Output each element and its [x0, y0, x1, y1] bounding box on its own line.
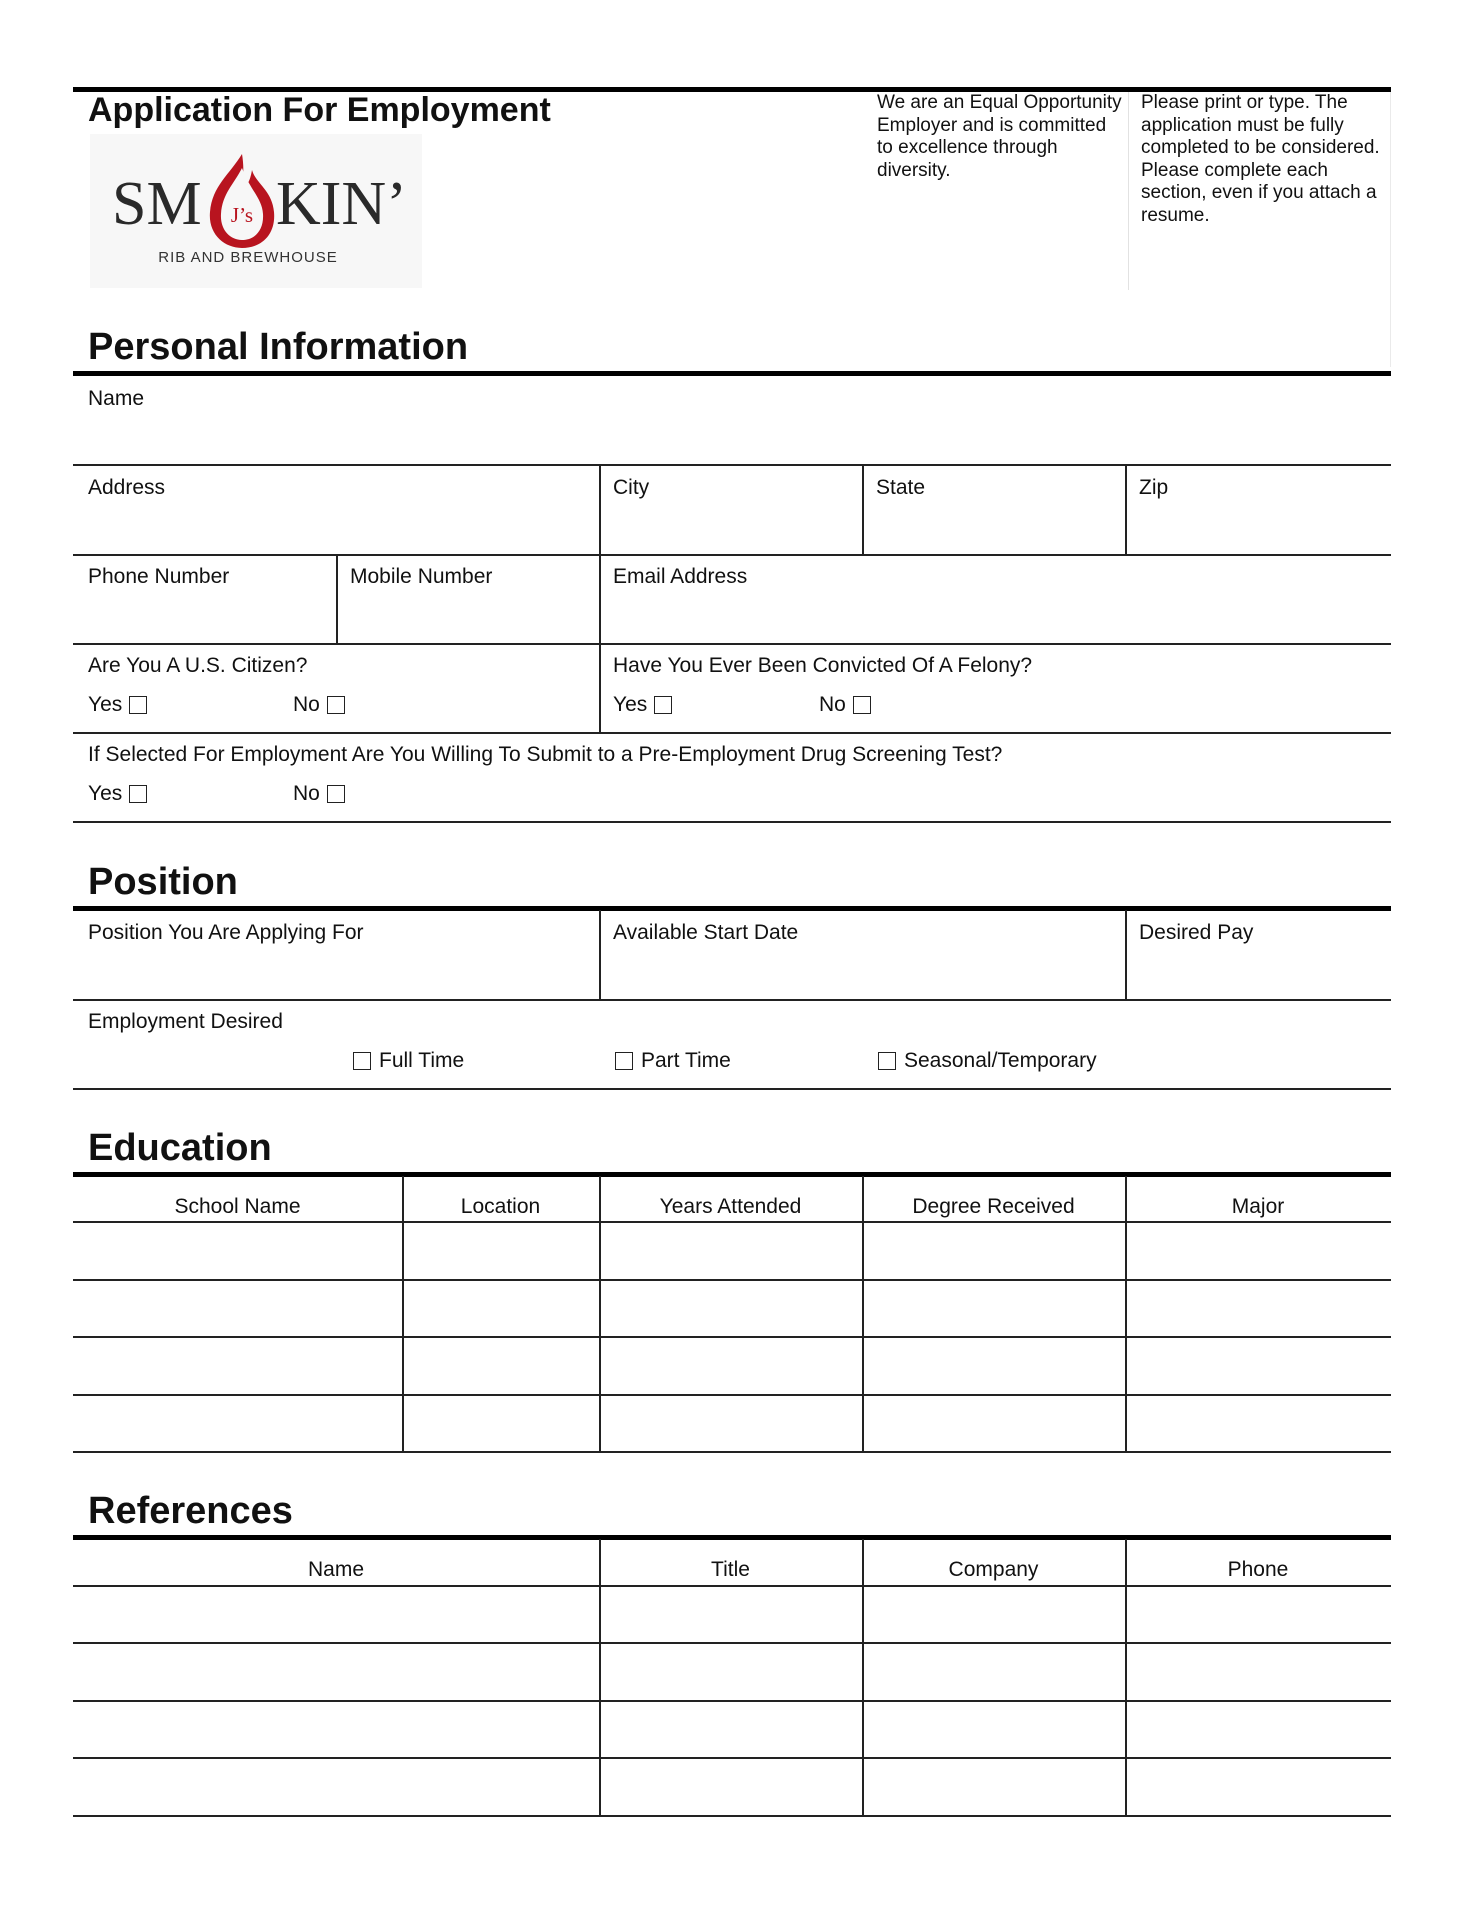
reference-row[interactable]: [73, 1700, 1391, 1702]
divider: [73, 732, 1391, 734]
citizen-yes-option[interactable]: Yes: [88, 693, 147, 717]
state-field[interactable]: State: [876, 476, 926, 499]
start-date-field[interactable]: Available Start Date: [613, 921, 799, 944]
felony-yes-option[interactable]: Yes: [613, 693, 672, 717]
divider: [599, 1176, 601, 1451]
divider: [1125, 910, 1127, 999]
employment-desired-label: Employment Desired: [88, 1010, 283, 1033]
citizen-yes-checkbox[interactable]: [129, 696, 147, 714]
city-field[interactable]: City: [613, 476, 650, 499]
felony-no-checkbox[interactable]: [853, 696, 871, 714]
divider: [599, 1539, 601, 1815]
personal-section-title: Personal Information: [88, 326, 469, 368]
position-applying-field[interactable]: Position You Are Applying For: [88, 921, 364, 944]
divider: [402, 1176, 404, 1451]
personal-rule: [73, 371, 1391, 376]
logo-tagline: RIB AND BREWHOUSE: [158, 249, 338, 266]
header-right-edge: [1390, 92, 1391, 367]
seasonal-option[interactable]: Seasonal/Temporary: [878, 1049, 1097, 1073]
divider: [73, 999, 1391, 1001]
instructions: Please print or type. The application must be fully completed to be considered. Please complete each section, even if you attach a resume.: [1141, 92, 1380, 226]
divider: [862, 1176, 864, 1451]
drug-test-question: If Selected For Employment Are You Willing To Submit to a Pre-Employment Drug Screening Test?: [88, 743, 1003, 766]
education-col-degree: Degree Received: [912, 1195, 1075, 1218]
phone-field[interactable]: Phone Number: [88, 565, 230, 588]
part-time-checkbox[interactable]: [615, 1052, 633, 1070]
references-col-phone: Phone: [1227, 1558, 1289, 1581]
references-header-line: [73, 1585, 1391, 1587]
education-col-location: Location: [460, 1195, 541, 1218]
page-title: Application For Employment: [88, 91, 551, 129]
drug-yes-option[interactable]: Yes: [88, 782, 147, 806]
mobile-field[interactable]: Mobile Number: [350, 565, 493, 588]
references-col-company: Company: [948, 1558, 1039, 1581]
education-header-line: [73, 1221, 1391, 1223]
divider: [599, 910, 601, 999]
education-row[interactable]: [73, 1336, 1391, 1338]
education-col-major: Major: [1231, 1195, 1285, 1218]
seasonal-checkbox[interactable]: [878, 1052, 896, 1070]
address-field[interactable]: Address: [88, 476, 166, 499]
divider: [599, 464, 601, 732]
divider: [862, 1539, 864, 1815]
drug-no-option[interactable]: No: [293, 782, 345, 806]
logo-brand-left: SM: [112, 170, 202, 238]
logo-flame-text: J’s: [230, 203, 254, 227]
desired-pay-field[interactable]: Desired Pay: [1139, 921, 1254, 944]
email-field[interactable]: Email Address: [613, 565, 748, 588]
divider: [862, 464, 864, 554]
references-col-title: Title: [711, 1558, 750, 1581]
drug-no-checkbox[interactable]: [327, 785, 345, 803]
references-col-name: Name: [307, 1558, 365, 1581]
divider: [73, 464, 1391, 466]
company-logo: [90, 134, 422, 288]
felony-no-option[interactable]: No: [819, 693, 871, 717]
divider: [73, 643, 1391, 645]
position-section-title: Position: [88, 861, 238, 903]
education-row[interactable]: [73, 1451, 1391, 1453]
divider: [336, 554, 338, 644]
divider: [1125, 464, 1127, 554]
flame-icon: [210, 154, 274, 248]
references-rule: [73, 1535, 1391, 1540]
eeo-statement: We are an Equal Opportunity Employer and is committed to excellence through diversity.: [877, 92, 1122, 181]
felony-question: Have You Ever Been Convicted Of A Felony?: [613, 654, 1033, 677]
full-time-option[interactable]: Full Time: [353, 1049, 464, 1073]
divider: [1125, 1539, 1127, 1815]
reference-row[interactable]: [73, 1642, 1391, 1644]
part-time-option[interactable]: Part Time: [615, 1049, 731, 1073]
reference-row[interactable]: [73, 1757, 1391, 1759]
education-row[interactable]: [73, 1394, 1391, 1396]
name-field[interactable]: Name: [88, 387, 145, 410]
education-rule: [73, 1172, 1391, 1177]
logo-brand-right: KIN’: [276, 170, 407, 238]
reference-row[interactable]: [73, 1815, 1391, 1817]
citizen-no-checkbox[interactable]: [327, 696, 345, 714]
education-row[interactable]: [73, 1279, 1391, 1281]
zip-field[interactable]: Zip: [1139, 476, 1169, 499]
position-rule: [73, 906, 1391, 911]
divider: [73, 821, 1391, 823]
education-section-title: Education: [88, 1127, 272, 1169]
citizen-no-option[interactable]: No: [293, 693, 345, 717]
citizen-question: Are You A U.S. Citizen?: [88, 654, 308, 677]
divider: [73, 1088, 1391, 1090]
education-col-years: Years Attended: [659, 1195, 802, 1218]
divider: [73, 554, 1391, 556]
felony-yes-checkbox[interactable]: [654, 696, 672, 714]
divider: [1125, 1176, 1127, 1451]
education-col-school: School Name: [174, 1195, 301, 1218]
full-time-checkbox[interactable]: [353, 1052, 371, 1070]
references-section-title: References: [88, 1490, 293, 1532]
header-divider: [1128, 92, 1129, 290]
drug-yes-checkbox[interactable]: [129, 785, 147, 803]
